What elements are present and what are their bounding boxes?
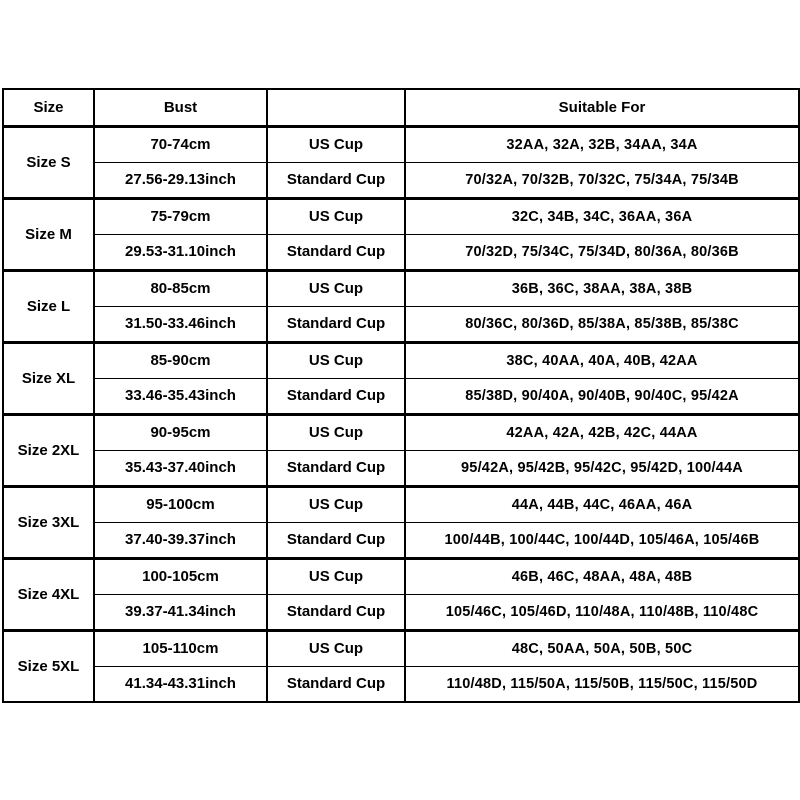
bust-inch-cell: 31.50-33.46inch bbox=[94, 306, 267, 342]
bust-cm-cell: 85-90cm bbox=[94, 342, 267, 378]
us-suitable-cell: 48C, 50AA, 50A, 50B, 50C bbox=[405, 630, 799, 666]
bust-cm-cell: 75-79cm bbox=[94, 198, 267, 234]
size-cell: Size 5XL bbox=[3, 630, 94, 702]
standard-suitable-cell: 110/48D, 115/50A, 115/50B, 115/50C, 115/50D bbox=[405, 666, 799, 702]
us-suitable-cell: 42AA, 42A, 42B, 42C, 44AA bbox=[405, 414, 799, 450]
size-cell: Size XL bbox=[3, 342, 94, 414]
table-row bbox=[3, 666, 799, 702]
table-row bbox=[3, 234, 799, 270]
table-row bbox=[3, 486, 799, 522]
bust-cm-cell: 100-105cm bbox=[94, 558, 267, 594]
bust-inch-cell: 41.34-43.31inch bbox=[94, 666, 267, 702]
table-row bbox=[3, 522, 799, 558]
table-row bbox=[3, 558, 799, 594]
size-cell: Size M bbox=[3, 198, 94, 270]
size-cell: Size L bbox=[3, 270, 94, 342]
table-row bbox=[3, 306, 799, 342]
size-cell: Size 4XL bbox=[3, 558, 94, 630]
standard-suitable-cell: 95/42A, 95/42B, 95/42C, 95/42D, 100/44A bbox=[405, 450, 799, 486]
us-cup-label-cell: US Cup bbox=[267, 270, 405, 306]
bust-cm-cell: 80-85cm bbox=[94, 270, 267, 306]
table-row bbox=[3, 342, 799, 378]
us-suitable-cell: 38C, 40AA, 40A, 40B, 42AA bbox=[405, 342, 799, 378]
us-cup-label-cell: US Cup bbox=[267, 126, 405, 162]
us-suitable-cell: 32AA, 32A, 32B, 34AA, 34A bbox=[405, 126, 799, 162]
table-row bbox=[3, 198, 799, 234]
standard-cup-label-cell: Standard Cup bbox=[267, 522, 405, 558]
table-row bbox=[3, 630, 799, 666]
table-row bbox=[3, 126, 799, 162]
us-cup-label-cell: US Cup bbox=[267, 414, 405, 450]
bust-inch-cell: 37.40-39.37inch bbox=[94, 522, 267, 558]
standard-cup-label-cell: Standard Cup bbox=[267, 666, 405, 702]
standard-suitable-cell: 70/32D, 75/34C, 75/34D, 80/36A, 80/36B bbox=[405, 234, 799, 270]
standard-cup-label-cell: Standard Cup bbox=[267, 378, 405, 414]
header-size: Size bbox=[3, 89, 94, 126]
standard-suitable-cell: 105/46C, 105/46D, 110/48A, 110/48B, 110/48C bbox=[405, 594, 799, 630]
bust-cm-cell: 95-100cm bbox=[94, 486, 267, 522]
size-cell: Size S bbox=[3, 126, 94, 198]
table-header-row bbox=[3, 89, 799, 126]
us-cup-label-cell: US Cup bbox=[267, 558, 405, 594]
us-cup-label-cell: US Cup bbox=[267, 198, 405, 234]
standard-cup-label-cell: Standard Cup bbox=[267, 162, 405, 198]
us-suitable-cell: 46B, 46C, 48AA, 48A, 48B bbox=[405, 558, 799, 594]
bust-inch-cell: 27.56-29.13inch bbox=[94, 162, 267, 198]
header-cup-type bbox=[267, 89, 405, 126]
table-row bbox=[3, 270, 799, 306]
us-suitable-cell: 36B, 36C, 38AA, 38A, 38B bbox=[405, 270, 799, 306]
header-bust: Bust bbox=[94, 89, 267, 126]
header-suitable-for: Suitable For bbox=[405, 89, 799, 126]
bust-inch-cell: 39.37-41.34inch bbox=[94, 594, 267, 630]
us-cup-label-cell: US Cup bbox=[267, 342, 405, 378]
bust-cm-cell: 105-110cm bbox=[94, 630, 267, 666]
standard-suitable-cell: 80/36C, 80/36D, 85/38A, 85/38B, 85/38C bbox=[405, 306, 799, 342]
standard-cup-label-cell: Standard Cup bbox=[267, 234, 405, 270]
bust-cm-cell: 70-74cm bbox=[94, 126, 267, 162]
us-suitable-cell: 44A, 44B, 44C, 46AA, 46A bbox=[405, 486, 799, 522]
us-cup-label-cell: US Cup bbox=[267, 630, 405, 666]
bust-inch-cell: 33.46-35.43inch bbox=[94, 378, 267, 414]
table-row bbox=[3, 450, 799, 486]
size-cell: Size 3XL bbox=[3, 486, 94, 558]
standard-suitable-cell: 100/44B, 100/44C, 100/44D, 105/46A, 105/46B bbox=[405, 522, 799, 558]
us-cup-label-cell: US Cup bbox=[267, 486, 405, 522]
standard-suitable-cell: 85/38D, 90/40A, 90/40B, 90/40C, 95/42A bbox=[405, 378, 799, 414]
us-suitable-cell: 32C, 34B, 34C, 36AA, 36A bbox=[405, 198, 799, 234]
bust-inch-cell: 29.53-31.10inch bbox=[94, 234, 267, 270]
table-row bbox=[3, 378, 799, 414]
standard-cup-label-cell: Standard Cup bbox=[267, 306, 405, 342]
size-chart-table bbox=[2, 88, 800, 703]
size-cell: Size 2XL bbox=[3, 414, 94, 486]
bust-cm-cell: 90-95cm bbox=[94, 414, 267, 450]
standard-cup-label-cell: Standard Cup bbox=[267, 594, 405, 630]
table-row bbox=[3, 594, 799, 630]
standard-cup-label-cell: Standard Cup bbox=[267, 450, 405, 486]
standard-suitable-cell: 70/32A, 70/32B, 70/32C, 75/34A, 75/34B bbox=[405, 162, 799, 198]
bust-inch-cell: 35.43-37.40inch bbox=[94, 450, 267, 486]
table-row bbox=[3, 162, 799, 198]
table-row bbox=[3, 414, 799, 450]
